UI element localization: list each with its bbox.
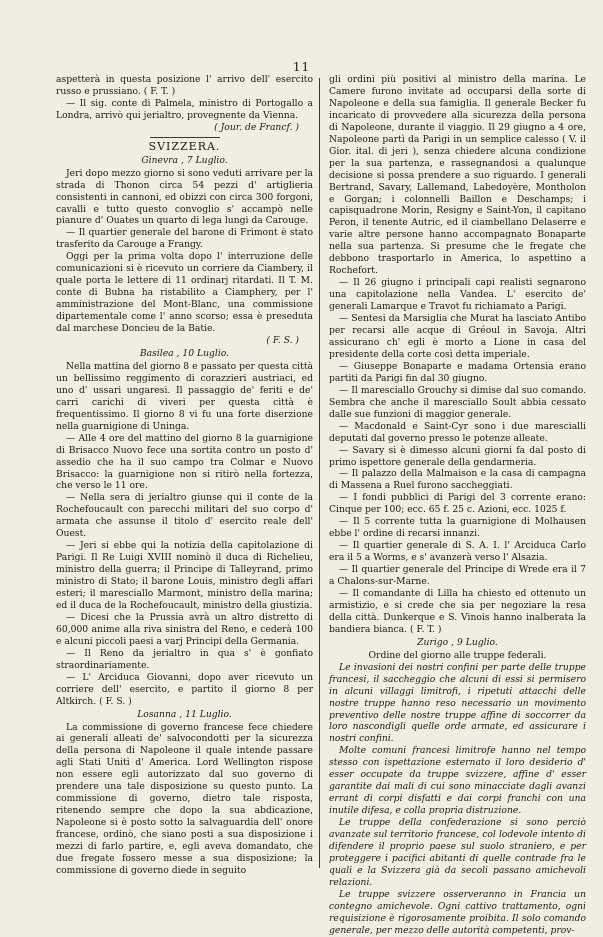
source-attribution: ( Jour. de Francf. ) (214, 121, 299, 133)
dateline: Basilea , 10 Luglio. (139, 347, 230, 359)
right-column (329, 74, 586, 937)
article-paragraph: — Il quartier generale del Principe di Wrede era il 7 a Chalons-sur-Marne. (329, 564, 586, 588)
article-paragraph: Le truppe svizzere osserveranno in Francia un contegno amichevole. Ogni cattivo trattamento, ogni requisizione è rigorosamente proibita. Il solo comando generale, per mezzo delle autorità competenti, prov- (329, 888, 586, 936)
article-paragraph: — Il quartier generale di S. A. I. l' Arciduca Carlo era il 5 a Worms, e s' avanzerà verso l' Alsazia. (329, 540, 586, 564)
article-paragraph: — Sentesi da Marsiglia che Murat ha lasciato Antibo per recarsi alle acque di Gréoul in Savoja. Altri assicurano ch' egli è morto a Lione in casa del presidente della corte così detta imperiale. (329, 313, 586, 360)
article-paragraph: — Il 26 giugno i principali capi realisti segnarono una capitolazione nella Vandea. L' esercito de' generali Lamarque e Travot fu richiamato a Parigi. (329, 277, 586, 313)
article-paragraph: — I fondi pubblici di Parigi del 3 corrente erano: Cinque per 100; ecc. 65 f. 25 c. Azioni, ecc. 1025 f. (329, 492, 586, 516)
article-paragraph: Le invasioni dei nostri confini per parte delle truppe francesi, il saccheggio che alcuni di essi si permisero in alcuni villaggi limitrofi, i ripetuti attacchi delle nostre truppe hanno reso necessario un movimento preventivo delle nostre truppe affine di soccorrer da loro nascondigli quelle orde armate, ed assicurare i nostri confini. (329, 661, 586, 745)
column-divider (319, 78, 320, 868)
article-paragraph: — Il palazzo della Malmaison e la casa di campagna di Massena a Ruel furono saccheggiati. (329, 468, 586, 492)
page-number: 11 (292, 60, 311, 74)
article-paragraph: — Il comandante di Lilla ha chiesto ed ottenuto un armistizio, e si crede che sia per negoziare la resa della città. Dunkerque e S. Vinois hanno inalberata la bandiera bianca. ( F. T. ) (329, 587, 586, 635)
article-paragraph: Molte comuni francesi limitrofe hanno nel tempo stesso con ispettazione esternato il loro desiderio d' esser occupate da truppe svizzere, affine d' esser garantite dai mali di cui sono minacciate dagli avanzi errant di corpi disfatti e dai corpi franchi con una inutile difesa, e colla propria distruzione. (329, 745, 586, 817)
article-paragraph: Nella mattina del giorno 8 e passato per questa città un bellissimo reggimento di corazzieri austriaci, ed uno d' ussari ungaresi. Il passaggio de' feriti e de' carri carichi di viveri per questa città è frequentissimo. Il giorno 8 vi fu una forte diserzione nella guarnigione di Uninga. (56, 360, 313, 432)
article-paragraph: — L' Arciduca Giovanni, dopo aver ricevuto un corriere dell' esercito, e partito il giorno 8 per Altkirch. ( F. S. ) (56, 671, 313, 707)
article-paragraph: — Savary si è dimesso alcuni giorni fa dal posto di primo ispettore generale della gendarmeria. (329, 444, 586, 468)
article-paragraph: Oggi per la prima volta dopo l' interruzione delle comunicazioni si è ricevuto un corriere da Ciambery, il quale porta le lettere di 11 ordinarj ritardati. Il T. M. conte di Bubna ha ristabilito a Ciamphery, per l' amministrazione del Mont-Blanc, una commissione dipartementale come l' anno scorso; essa è preseduta dal marchese Doncieu de la Batie. (56, 251, 313, 335)
article-paragraph: aspetterà in questa posizione l' arrivo dell' esercito russo e prussiano. ( F. T. ) (56, 74, 313, 97)
order-title: Ordine del giorno alle truppe federali. (368, 649, 547, 661)
article-paragraph: — Il sig. conte di Palmela, ministro di Portogallo a Londra, arrivò qui jerialtro, provegnente da Vienna. (56, 97, 313, 121)
source-attribution: ( F. S. ) (266, 335, 299, 347)
separator-rule (150, 137, 220, 138)
article-paragraph: — Il 5 corrente tutta la guarnigione di Molhausen ebbe l' ordine di recarsi innanzi. (329, 516, 586, 540)
article-paragraph: — Nella sera di jerialtro giunse qui il conte de la Rochefoucault con parecchi militari del suo corpo d' armata che assunse il titolo d' esercito reale dell' Ouest. (56, 492, 313, 540)
article-paragraph: La commissione di governo francese fece chiedere ai generali alleati de' salvocondotti per la sicurezza della persona di Napoleone il quale intende passare agli Stati Uniti d' America. Lord Wellington rispose non essere egli autorizzato dal suo governo di prendere una tale disposizione su questo punto. La commissione di governo, dietro tale risposta, ritenendo sempre che dopo la sua abdicazione, Napoleone si è posto sotto la salvaguardia dell' onore francese, ordinò, che siano posti a sua disposizione i mezzi di farlo partire, e, egli aveva domandato, che due fregate fossero messe a sua disposizione; la commissione di governo diede in seguito (56, 721, 313, 876)
article-paragraph: — Il Reno da jerialtro in qua s' è gonfiato straordinariamente. (56, 647, 313, 671)
dateline: Zurigo , 9 Luglio. (417, 636, 498, 648)
article-paragraph: Jeri dopo mezzo giorno si sono veduti arrivare per la strada di Thonon circa 54 pezzi d' artiglieria consistenti in cannoni, ed obizzi con circa 300 forgoni, cavalli e tutto questo convoglio s' accampò nelle pianure d' Ouates un quarto di lega lungi da Carouge. (56, 167, 313, 227)
dateline: Ginevra , 7 Luglio. (141, 154, 228, 166)
article-paragraph: — Giuseppe Bonaparte e madama Ortensia erano partiti da Parigi fin dal 30 giugno. (329, 360, 586, 384)
article-paragraph: — Dicesi che la Prussia avrà un altro distretto di 60,000 anime alla riva sinistra del Reno, e cederà 100 e alcuni piccoli paesi a varj Principi della Germania. (56, 611, 313, 647)
dateline: Losanna , 11 Luglio. (137, 708, 232, 720)
article-paragraph: Le truppe della confederazione si sono perciò avanzate sul territorio francese, col lodevole intento di difendere il proprio paese sul suolo straniero, e per proteggere i pacifici abitanti di quelle contrade fra le quali e la Svizzera già da secoli passano amichevoli relazioni. (329, 817, 586, 888)
section-heading: SVIZZERA. (148, 139, 221, 153)
article-paragraph: — Il quartier generale del barone di Frimont è stato trasferito da Carouge a Frangy. (56, 227, 313, 251)
article-paragraph: — Alle 4 ore del mattino del giorno 8 la guarnigione di Brisacco Nuovo fece una sortita contro un posto d' assedio che ha il suo campo tra Colmar e Nuovo Brisacco: la guarnigione non si ritirò nella fortezza, che verso le 11 ore. (56, 432, 313, 492)
article-paragraph: — Jeri si ebbe qui la notizia della capitolazione di Parigi. Il Re Luigi XVIII nominò il duca di Richelieu, ministro della guerra; il Principe di Talleyrand, primo ministro di Stato; il barone Louis, ministro degli affari esteri; il maresciallo Marmont, ministro della marina; ed il duca de la Rochefoucault, ministro della giustizia. (56, 540, 313, 611)
article-paragraph: — Macdonald e Saint-Cyr sono i due marescialli deputati dal governo presso le potenze alleate. (329, 420, 586, 444)
left-column (56, 74, 313, 877)
article-paragraph: gli ordini più positivi al ministro della marina. Le Camere furono invitate ad occuparsi della sorte di Napoleone e della sua famiglia. Il generale Becker fu incaricato di provvedere alla sicurezza della persona di Napoleone, durante il viaggio. Il 29 giugno a 4 ore, Napoleone partì da Parigi in un semplice calesso ( V. il Gior. ital. di jeri ), senza chiedere alcuna condizione per la sua partenza, e rassegnandosi a qualunque decisione si possa prendere a suo riguardo. I generali Bertrand, Savary, Lallemand, Labedoyère, Montholon e Gorgan; i colonnelli Baillon e Deschamps; i capisquadrone Morin, Resigny e Saint-Yon, il capitano Peron, il tenente Autric, ed il ciambellano Delaserre e varie altre persone hanno accompagnato Bonaparte nella sua partenza. Si presume che le fregate che debbono trasportarlo in America, lo aspettino a Rochefort. (329, 74, 586, 277)
article-paragraph: — Il maresciallo Grouchy si dimise dal suo comando. Sembra che anche il maresciallo Soult abbia cessato dalle sue funzioni di maggior generale. (329, 384, 586, 420)
